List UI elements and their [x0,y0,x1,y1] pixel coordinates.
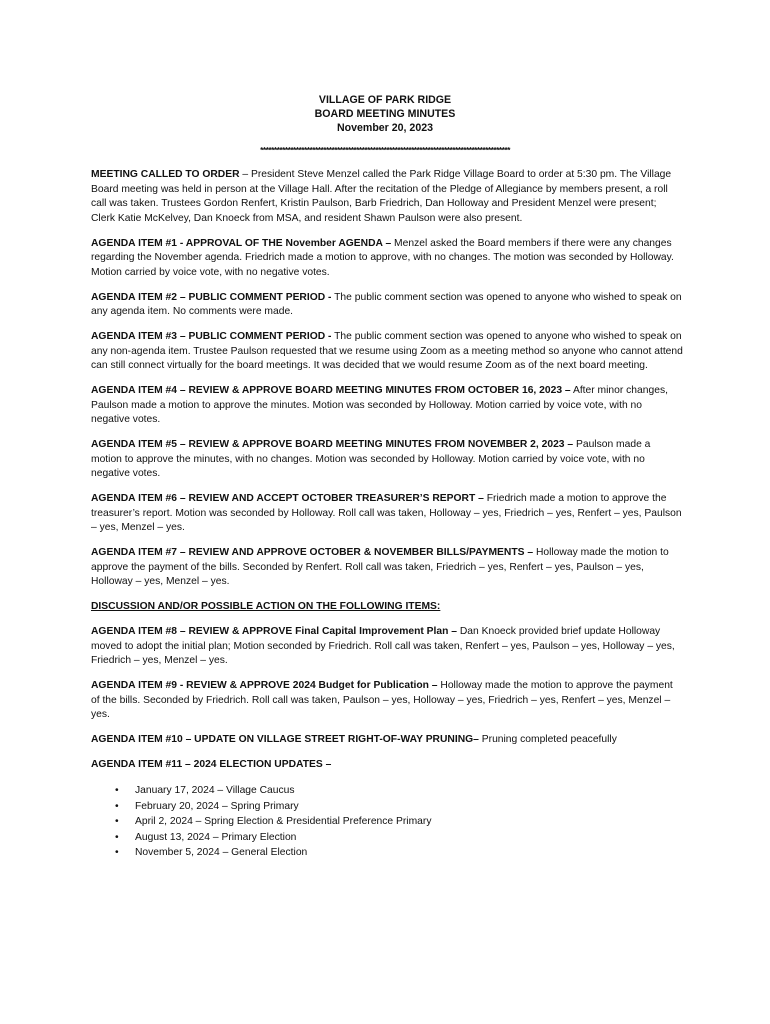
minutes-paragraph [91,237,683,281]
minutes-paragraph [91,625,683,669]
item-text: – President Steve Menzel called the Park Ridge Village Board to order at 5:30 pm. The Village Board meeting was held in person at the Village Hall. After the recitation of the Pledge of Allegiance by members present, a roll call was taken. Trustees Gordon Renfert, Kristin Paulson, Barb Friedrich, Dan Holloway and President Menzel were present; Clerk Katie McKelvey, Dan Knoeck from MSA, and resident Shawn Paulson were also present. [91,169,672,224]
minutes-paragraph [91,384,683,428]
item-text: Friedrich made a motion to approve the treasurer’s report. Motion was seconded by Holloway. Roll call was taken, Holloway – yes, Friedrich – yes, Renfert – yes, Paulson – yes, Menzel – yes. [91,493,682,533]
minutes-body [91,168,683,861]
bullet-icon: • [115,800,119,812]
item-text: The public comment section was opened to anyone who wished to speak on any agenda item. No comments were made. [91,291,682,317]
item-heading: AGENDA ITEM #7 – REVIEW AND APPROVE OCTOBER & NOVEMBER BILLS/PAYMENTS – [91,547,534,558]
item-text: Dan Knoeck provided brief update Holloway moved to adopt the initial plan; Motion seconded by Friedrich. Roll call was taken, Renfert – yes, Paulson – yes, Holloway – yes, Friedrich – yes, Menzel – yes. [91,626,675,666]
bullet-icon: • [115,816,119,827]
minutes-paragraph [91,168,683,226]
bullet-icon: • [115,831,119,843]
item-text: Holloway made the motion to approve the payment of the bills. Seconded by Renfert. Roll call was taken, Friedrich – yes, Renfert – yes, Paulson – yes, Holloway – yes, Menzel – yes. [91,547,669,587]
minutes-paragraph [91,679,683,723]
document-title: BOARD MEETING MINUTES [314,108,456,120]
item-heading: AGENDA ITEM #5 – REVIEW & APPROVE BOARD MEETING MINUTES FROM NOVEMBER 2, 2023 – [91,439,574,450]
item-heading: AGENDA ITEM #8 – REVIEW & APPROVE Final Capital Improvement Plan – [91,626,457,637]
minutes-paragraph [91,733,683,748]
election-date: February 20, 2024 – Spring Primary [135,800,299,812]
list-item [115,814,683,830]
item-text: Pruning completed peacefully [478,734,617,745]
list-item [115,783,683,799]
bullet-icon: • [115,847,119,858]
election-date: November 5, 2024 – General Election [135,847,308,858]
item-text: Menzel asked the Board members if there were any changes regarding the November agenda. Friedrich made a motion to approve, with no changes. The motion was seconded by Holloway. Motion carried by voice vote, with no negative votes. [91,237,674,278]
item-heading: AGENDA ITEM #11 – 2024 ELECTION UPDATES – [91,759,332,770]
item-heading: AGENDA ITEM #9 - REVIEW & APPROVE 2024 Budget for Publication – [91,680,438,691]
discussion-heading: DISCUSSION AND/OR POSSIBLE ACTION ON THE FOLLOWING ITEMS: [91,601,441,612]
list-item [115,830,683,846]
minutes-paragraph [91,758,683,773]
item-heading: AGENDA ITEM #6 – REVIEW AND ACCEPT OCTOBER TREASURER’S REPORT – [91,493,484,504]
meeting-date: November 20, 2023 [337,122,433,134]
item-heading: AGENDA ITEM #1 - APPROVAL OF THE November AGENDA – [91,237,392,249]
item-heading: AGENDA ITEM #3 – PUBLIC COMMENT PERIOD - [91,331,332,342]
document-header [0,93,770,135]
bullet-icon: • [115,785,119,796]
election-date: August 13, 2024 – Primary Election [135,831,297,843]
minutes-paragraph [91,438,683,482]
item-text: After minor changes, Paulson made a motion to approve the minutes. Motion was seconded by Holloway. Motion carried by voice vote, with no negative votes. [91,385,668,425]
item-heading: AGENDA ITEM #4 – REVIEW & APPROVE BOARD MEETING MINUTES FROM OCTOBER 16, 2023 – [91,385,571,396]
minutes-paragraph [91,330,683,374]
item-heading: MEETING CALLED TO ORDER [91,169,240,180]
election-date: January 17, 2024 – Village Caucus [135,785,295,796]
election-date: April 2, 2024 – Spring Election & Presidential Preference Primary [135,816,432,827]
minutes-paragraph [91,291,683,320]
item-text: Holloway made the motion to approve the payment of the bills. Seconded by Friedrich. Roll call was taken, Paulson – yes, Holloway – yes, Friedrich – yes, Renfert – yes, Menzel – yes. [91,680,673,720]
item-text: Paulson made a motion to approve the minutes, with no changes. Motion was seconded by Holloway. Motion carried by voice vote, with no negative votes. [91,439,651,479]
separator-line: ******************************************************************************************* [260,145,510,155]
item-heading: AGENDA ITEM #10 – UPDATE ON VILLAGE STREET RIGHT-OF-WAY PRUNING– [91,734,479,745]
list-item [115,799,683,815]
item-text: The public comment section was opened to anyone who wished to speak on any non-agenda item. Trustee Paulson requested that we resume using Zoom as a meeting method so anyone who cannot attend can still connect virtually for the board meetings. It was decided that we would resume Zoom as of the next board meeting. [91,331,683,371]
list-item [115,845,683,861]
minutes-paragraph [91,546,683,590]
election-dates-list [91,783,683,861]
village-name: VILLAGE OF PARK RIDGE [318,94,452,106]
item-heading: AGENDA ITEM #2 – PUBLIC COMMENT PERIOD - [91,291,332,303]
minutes-paragraph [91,492,683,536]
